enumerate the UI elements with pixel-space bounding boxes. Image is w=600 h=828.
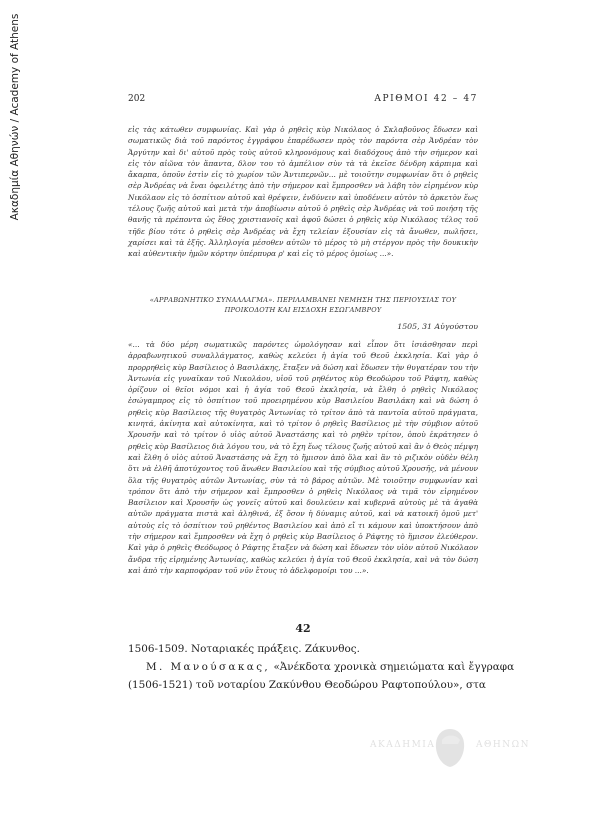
athena-head-icon — [430, 726, 470, 770]
document-date: 1505, 31 Αὐγούστου — [397, 322, 478, 331]
watermark-text-right: ΑΘΗΝΩΝ — [476, 740, 530, 750]
entry-reference-line — [146, 661, 515, 673]
page-number: 202 — [128, 94, 146, 104]
reference-author: Μ. Μανούσακας, — [146, 661, 271, 673]
archive-sidebar — [2, 12, 28, 222]
entry-reference-continuation: (1506-1521) τοῦ νοταρίου Ζακύνθου Θεοδώρου Ραφτοπούλου», στα — [128, 679, 486, 691]
document-text: «... τὰ δύο μέρη σωματικῶς παρόντες ὡμολόγησαν καὶ εἶπον ὅτι ἰσιάσθησαν περὶ ἀρραβωνητικοῦ συναλλάγματος, καθὼς κελεύει ἡ ἁγία τοῦ Θεοῦ ἐκκλησία. Καὶ γὰρ ὁ προρρηθεὶς κὺρ Βασίλειος ὁ Βασιλάκης, ἔταξεν νὰ δώση καὶ ἔδωσεν τὴν θυγατέραν του τὴν Ἀντωνία εἰς γυναῖκαν τοῦ Νικολάου, υἱοῦ τοῦ ρηθέντος κὺρ Θεοδώρου τοῦ Ράφτη, καθὼς ὁρίζουν οἱ θεῖοι νόμοι καὶ ἡ ἁγία τοῦ Θεοῦ ἐκκλησία, νὰ ἔλθη ὁ ρηθεὶς Νικόλαος ἐσώγαμπρος εἰς τὸ ὀσπίτιον τοῦ προειρημένου κὺρ Βασιλείου Βασιλάκη καὶ νὰ δώση ὁ ρηθεὶς κὺρ Βασίλειος τῆς θυγατρὸς Ἀντωνίας τὸ τρίτον ἀπὸ τὰ παντοῖα αὐτοῦ πράγματα, κινητά, ἀκίνητα καὶ αὐτοκίνητα, καὶ τὸ τρίτον ὁ ρηθεὶς Βασίλειος μὲ τὴν σύμβιον αὐτοῦ Χρουσῆν καὶ τὸ τρίτον ὁ υἱὸς αὐτοῦ Ἀναστάσης καὶ τὸ ρηθὲν τρίτον, ὁποὺ ἐκράτησεν ὁ ρηθεὶς κὺρ Βασίλειος διὰ λόγου του, νὰ τὸ ἔχη ἕως τέλους ζωῆς αὐτοῦ καὶ ἂν ὁ Θεὸς πέμψη καὶ ἔλθη ὁ υἱὸς αὐτοῦ Ἀναστάσης νὰ ἔχη τὸ ἥμισον ἀπὸ ὅλα καὶ ἂν τὸ ριζικὸν οὐδὲν θέλη ὅτι νὰ ἐλθῆ ἀποτύχοντος τοῦ ἄνωθεν Βασιλείου καὶ τῆς σύμβιος αὐτοῦ Χρουσῆς, νὰ μένουν ὅλα τῆς θυγατρὸς αὐτῶν Ἀντωνίας, σὺν τὰ τὸ βάρος αὐτῶν. Μὲ τοιοῦτην συμφωνίαν καὶ τρόπον ὅτι ἀπὸ τὴν σήμερον καὶ ἔμπροσθεν ὁ ρηθεὶς Νικόλαος νὰ τιμᾶ τὸν εἰρημένον Βασίλειον καὶ Χρουσῆν ὡς γονεῖς αὐτοῦ καὶ δουλεύειν καὶ κυβερνᾶ αὐτοὺς μὲ τὰ ἀγαθὰ αὐτῶν πράγματα πιστὰ καὶ ἀληθινά, ἐξ ὅσον ἡ δύναμις αὐτοῦ, καὶ νὰ κατοικῆ ὁμοῦ μετ' αὐτοὺς εἰς τὸ ὀσπίτιον τοῦ ρηθέντος Βασιλείου καὶ ἀπὸ εἴ τι κάμουν καὶ ὑποκτήσουν ἀπὸ τὴν σήμερον καὶ ἔμπροσθεν νὰ ἔχη ὁ ρηθεὶς κὺρ Βασίλειος ὁ Ράφτης τὸ ἥμισον ἐλεύθερον. Καὶ γὰρ ὁ ρηθεὶς Θεόδωρος ὁ Ράφτης ἔταξεν νὰ δώση καὶ ἔδωσεν τὸν υἱὸν αὐτοῦ Νικόλαον ἄνδρα τῆς εἰρημένης Ἀντωνίας, καθὼς κελεύει ἡ ἁγία τοῦ Θεοῦ ἐκκλησία, καὶ νὰ τὸν δώση καὶ ἀπὸ τὴν καρποφόραν τοῦ νῦν ἔτους τὸ ἀδελφομοίρι του ...». — [128, 340, 478, 575]
document-title: «ΑΡΡΑΒΩΝΗΤΙΚΟ ΣΥΝΑΛΛΑΓΜΑ». ΠΕΡΙΛΑΜΒΑΝΕΙ ΝΕΜΗΣΗ ΤΗΣ ΠΕΡΙΟΥΣΙΑΣ ΤΟΥ ΠΡΟΙΚΟΔΟΤΗ ΚΑΙ ΕΙΣΔΟΧΗ ΕΣΩΓΑΜΒΡΟΥ — [149, 296, 457, 314]
running-head: ΑΡΙΘΜΟΙ 42 – 47 — [374, 94, 478, 104]
entry-heading: 1506-1509. Νοταριακές πράξεις. Ζάκυνθος. — [128, 643, 360, 655]
watermark-text-left: ΑΚΑΔΗΜΙΑ — [370, 740, 436, 750]
page-header — [128, 94, 478, 108]
academy-of-athens-label: Ακαδημία Αθηνών / Academy of Athens — [9, 13, 21, 221]
academy-watermark — [370, 726, 530, 770]
reference-title: «Ἀνέκδοτα χρονικὰ σημειώματα καὶ ἔγγραφα — [270, 661, 515, 673]
entry-number: 42 — [295, 622, 311, 635]
paragraph-continued: εἰς τὰς κάτωθεν συμφωνίας. Καὶ γὰρ ὁ ρηθεὶς κὺρ Νικόλαος ὁ Σκλαβοῦνος ἔδωσεν καὶ σωματικῶς διὰ τοῦ παρόντος ἐγγράφου ἐπαρέδωσεν πρὸς τὸν παρόντα σὲρ Ἀνδρέαν τὸν Ἀργύτην καὶ δι' αὐτοῦ πρὸς τοὺς αὐτοῦ κληρονόμους καὶ διαδόχους ἀπὸ τὴν σήμερον καὶ εἰς τὸν αἰῶνα τὸν ἅπαντα, δλον του τὸ ἀμπέλιον σὺν τὰ τὰ ἐκεῖσε δένδρη κάρπιμα καὶ ἄκαρπα, ὁποῦν ἐστὶν εἰς τὸ χωρίον τῶν Ἀντιπερνῶν... μὲ τοιοῦτην συμφωνίαν ὅτι ὁ ρηθεὶς σὲρ Ἀνδρέας νὰ ἔναι ὀφειλέτης ἀπὸ τὴν σήμερον καὶ ἔμπροσθεν νὰ λάβη τὸν εἰρημένον κὺρ Νικόλαον εἰς τὸ ὀσπίτιον αὐτοῦ καὶ θρέψειν, ἐνδύνειν καὶ ὑποδένειν αὐτὸν τὸ ἀρκετὸν ἕως τέλους ζωῆς αὐτοῦ καὶ μετὰ τὴν ἀποβίωσιν αὐτοῦ ὁ ρηθεὶς σὲρ Ἀνδρέας νὰ τοῦ ποιήση τῆς θανῆς τὰ πρέποντα ὡς ἔθος χριστιανοῖς καὶ ἀφοῦ δώσει ὁ ρηθεὶς κὺρ Νικόλαος τέλος τοῦ τῆδε βίου τότε ὁ ρηθεὶς σὲρ Ἀνδρέας νὰ ἔχη τελείαν ἐξουσίαν εἰς τὰ ἄνωθεν, πωλῆσει, χαρίσει καὶ τὰ ἑξῆς. Ἀλληλογία μέσοθεν αὐτῶν τὸ μέρος τὸ μὴ στέργον πρὸς τὴν δουκικὴν καὶ αὐθεντικὴν ἡμῶν κόρτην ὑπέρπυρα ρ' καὶ εἰς τὸ μέρος ὁμοίως ...». — [128, 125, 478, 259]
